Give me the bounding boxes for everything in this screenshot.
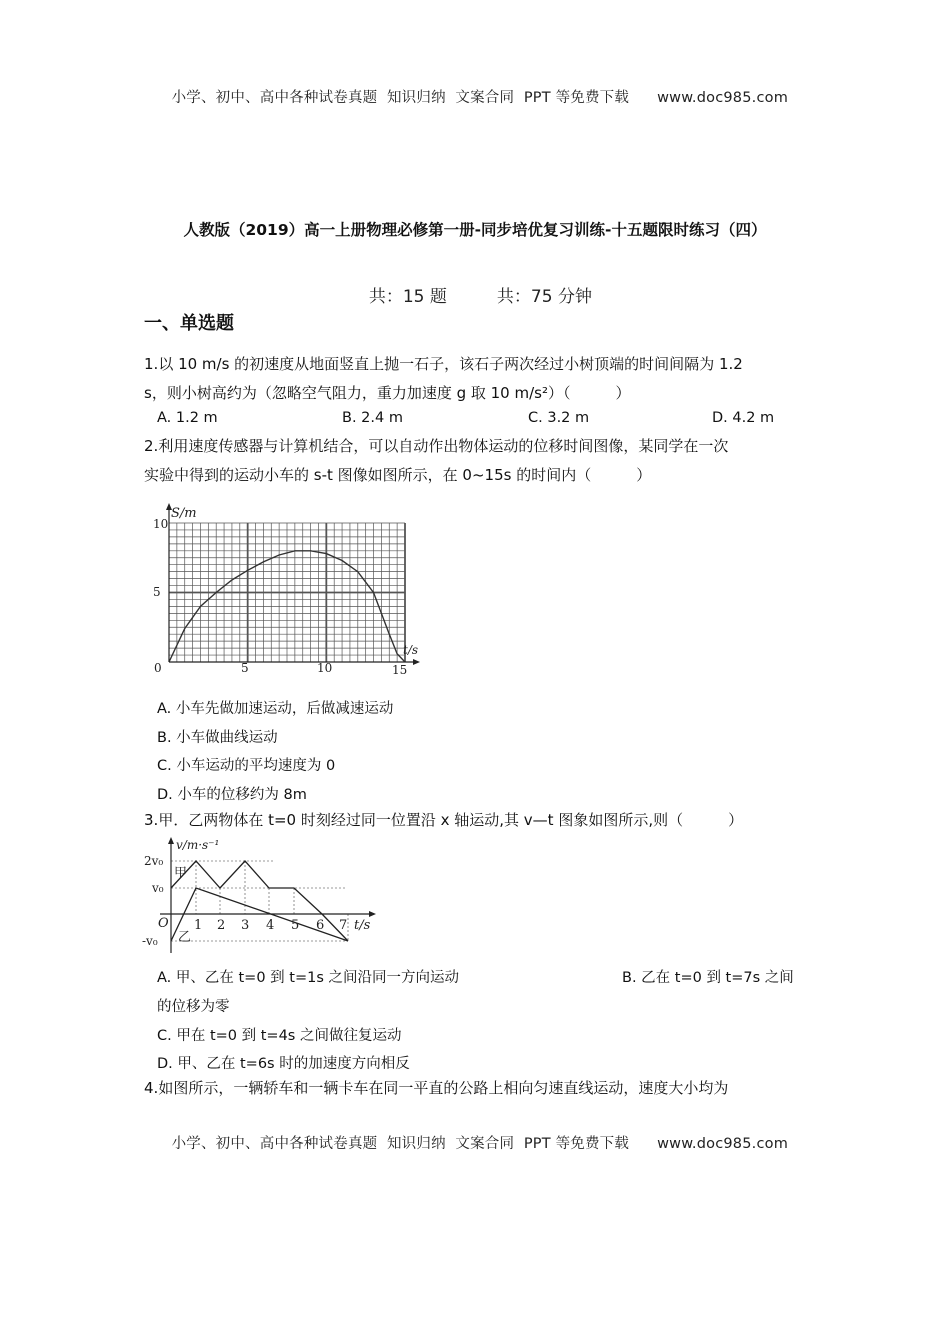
question-stem: 以 10 m/s 的初速度从地面竖直上抛一石子，该石子两次经过小树顶端的时间间隔为 1.2 xyxy=(158,355,743,373)
x-tick-4: 4 xyxy=(266,918,275,933)
question-number: 2. xyxy=(144,437,159,455)
option-b[interactable]: B. 乙在 t=0 到 t=7s 之间 xyxy=(622,970,794,986)
option-b-cont: 的位移为零 xyxy=(157,999,230,1015)
origin-label: 0 xyxy=(154,661,162,675)
origin-label: O xyxy=(158,916,169,931)
question-stem: 利用速度传感器与计算机结合，可以自动作出物体运动的位移时间图像，某同学在一次 xyxy=(158,437,729,455)
vt-chart xyxy=(140,835,390,955)
x-tick-2: 2 xyxy=(217,918,226,933)
duration: 共：75 分钟 xyxy=(496,287,592,307)
option-a[interactable]: A. 1.2 m xyxy=(157,410,218,426)
y-axis-label: v/m·s⁻¹ xyxy=(176,838,220,852)
option-d[interactable]: D. 小车的位移约为 8m xyxy=(157,787,307,803)
page-header xyxy=(0,70,950,107)
question-3 xyxy=(144,806,804,835)
question-4 xyxy=(144,1074,804,1103)
question-2 xyxy=(144,432,804,490)
y-tick-10: 10 xyxy=(153,517,169,531)
header-url-link[interactable]: www.doc985.com xyxy=(657,90,789,106)
x-axis-label: t/s xyxy=(354,918,371,933)
x-axis-label: t/s xyxy=(403,643,419,657)
option-d[interactable]: D. 4.2 m xyxy=(712,410,775,426)
x-tick-6: 6 xyxy=(316,918,325,933)
x-tick-5: 5 xyxy=(291,918,300,933)
option-a[interactable]: A. 小车先做加速运动，后做减速运动 xyxy=(157,701,394,717)
series-label-yi: 乙 xyxy=(178,930,192,945)
document-title: 人教版（2019）高一上册物理必修第一册-同步培优复习训练-十五题限时练习（四） xyxy=(183,221,767,239)
section-heading: 一、单选题 xyxy=(144,313,234,334)
question-stem-cont: 实验中得到的运动小车的 s-t 图像如图所示，在 0~15s 的时间内（ ） xyxy=(144,466,652,484)
x-tick-5: 5 xyxy=(241,661,249,675)
option-c[interactable]: C. 小车运动的平均速度为 0 xyxy=(157,758,336,774)
option-b[interactable]: B. 2.4 m xyxy=(342,410,403,426)
y-tick-v0: v₀ xyxy=(152,881,164,895)
x-tick-10: 10 xyxy=(317,661,333,675)
question-number: 1. xyxy=(144,355,159,373)
option-c[interactable]: C. 3.2 m xyxy=(528,410,590,426)
document-meta xyxy=(0,262,950,307)
option-b[interactable]: B. 小车做曲线运动 xyxy=(157,730,278,746)
question-number: 3. xyxy=(144,811,159,829)
y-axis-label: S/m xyxy=(171,506,197,521)
question-stem: 甲．乙两物体在 t=0 时刻经过同一位置沿 x 轴运动,其 v—t 图象如图所示,则（ ） xyxy=(158,811,744,829)
x-tick-1: 1 xyxy=(194,918,203,933)
footer-text: 小学、初中、高中各种试卷真题 知识归纳 文案合同 PPT 等免费下载 xyxy=(171,1136,630,1152)
y-tick-neg-v0: -v₀ xyxy=(142,934,158,948)
question-1 xyxy=(144,350,804,408)
x-tick-7: 7 xyxy=(339,918,348,933)
option-d[interactable]: D. 甲、乙在 t=6s 时的加速度方向相反 xyxy=(157,1056,410,1072)
st-chart xyxy=(145,495,420,685)
option-a[interactable]: A. 甲、乙在 t=0 到 t=1s 之间沿同一方向运动 xyxy=(157,970,459,986)
page-footer xyxy=(0,1116,950,1153)
footer-url-link[interactable]: www.doc985.com xyxy=(657,1136,789,1152)
question-number: 4. xyxy=(144,1079,159,1097)
option-c[interactable]: C. 甲在 t=0 到 t=4s 之间做往复运动 xyxy=(157,1028,402,1044)
question-count: 共：15 题 xyxy=(368,287,447,307)
x-tick-3: 3 xyxy=(241,918,250,933)
question-stem: 如图所示，一辆轿车和一辆卡车在同一平直的公路上相向匀速直线运动，速度大小均为 xyxy=(158,1079,729,1097)
y-tick-5: 5 xyxy=(153,585,161,599)
y-tick-2v0: 2v₀ xyxy=(144,854,164,868)
series-label-jia: 甲 xyxy=(174,866,188,881)
question-stem-cont: s，则小树高约为（忽略空气阻力，重力加速度 g 取 10 m/s²）（ ） xyxy=(144,384,631,402)
header-text: 小学、初中、高中各种试卷真题 知识归纳 文案合同 PPT 等免费下载 xyxy=(171,90,630,106)
x-tick-15: 15 xyxy=(392,663,408,677)
